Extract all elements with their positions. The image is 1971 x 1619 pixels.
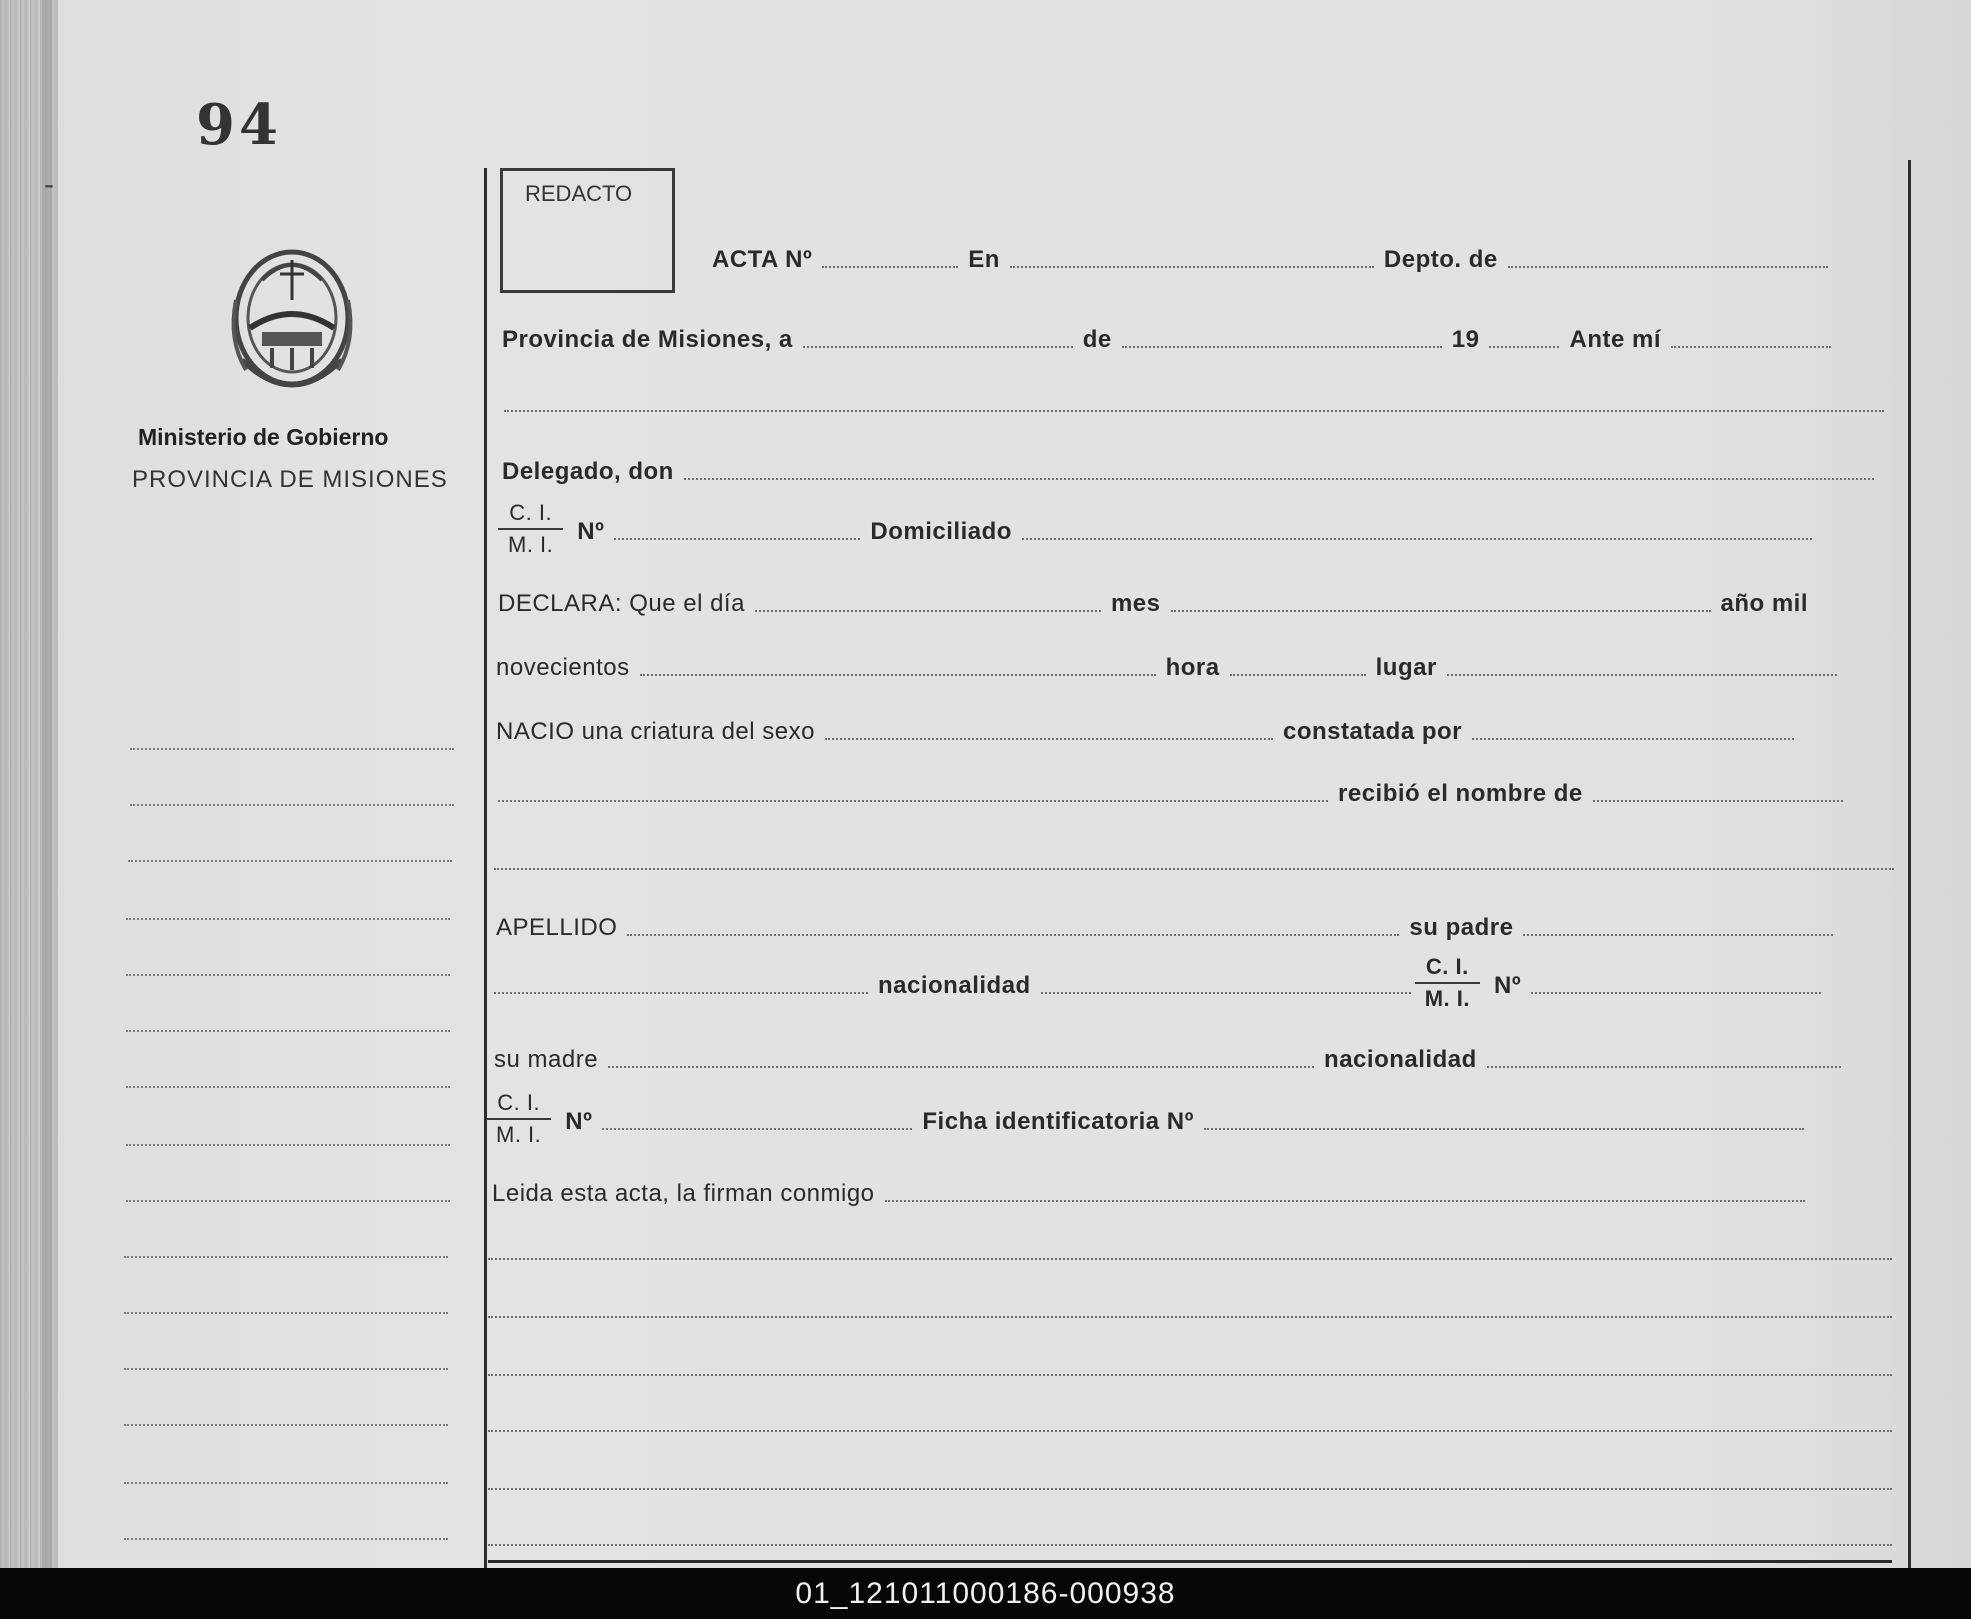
lugar-field[interactable] <box>1447 674 1837 676</box>
de-label: de <box>1082 326 1112 353</box>
signature-line[interactable] <box>488 1430 1892 1432</box>
margin-line <box>130 804 454 806</box>
margin-line <box>126 1144 450 1146</box>
form-left-border <box>484 168 487 1568</box>
declara-label: DECLARA: Que el día <box>498 590 745 617</box>
day-field[interactable] <box>803 346 1073 348</box>
row-madre <box>488 1046 1898 1074</box>
recibio-label: recibió el nombre de <box>1338 780 1583 807</box>
margin-line <box>124 1482 448 1484</box>
padre-nacionalidad-field[interactable] <box>1041 992 1411 994</box>
ante-mi-label: Ante mí <box>1569 326 1661 353</box>
leida-label: Leida esta acta, la firman conmigo <box>492 1180 875 1207</box>
declara-day-field[interactable] <box>755 610 1101 612</box>
page-number: 94 <box>196 92 282 158</box>
margin-line <box>126 1030 450 1032</box>
row-nacio <box>490 718 1900 746</box>
novecientos-label: novecientos <box>496 654 630 681</box>
ministry-label: Ministerio de Gobierno <box>138 424 389 450</box>
firma-field[interactable] <box>885 1200 1805 1202</box>
apellido-label: APELLIDO <box>496 914 618 941</box>
row-declara <box>492 590 1902 618</box>
provincia-label: Provincia de Misiones, a <box>502 326 793 353</box>
su-padre-label: su padre <box>1409 914 1514 941</box>
ci-number-field[interactable] <box>614 538 860 540</box>
domiciliado-label: Domiciliado <box>870 518 1012 545</box>
signature-line[interactable] <box>488 1374 1892 1376</box>
nombre-field[interactable] <box>1593 800 1843 802</box>
row-novecientos <box>490 654 1900 682</box>
fraction-bar <box>498 528 563 530</box>
province-label: PROVINCIA DE MISIONES <box>132 466 448 493</box>
anio-mil-label: año mil <box>1720 590 1809 617</box>
en-label: En <box>968 246 1000 273</box>
sexo-field[interactable] <box>825 738 1273 740</box>
margin-line <box>126 918 450 920</box>
apellido-field[interactable] <box>627 934 1399 936</box>
margin-line <box>124 1256 448 1258</box>
madre-nacionalidad-label: nacionalidad <box>1324 1046 1477 1073</box>
ci-label: C. I. <box>509 500 553 525</box>
row-ci-domicilio <box>498 500 1898 558</box>
ficha-label: Ficha identificatoria Nº <box>922 1108 1194 1135</box>
margin-line <box>128 860 452 862</box>
padre-continuation-field[interactable] <box>494 992 868 994</box>
su-madre-label: su madre <box>494 1046 599 1073</box>
lugar-label: lugar <box>1375 654 1437 681</box>
margin-line <box>124 1368 448 1370</box>
acta-no-field[interactable] <box>822 266 958 268</box>
row-provincia <box>496 326 1896 354</box>
margin-line <box>126 1200 450 1202</box>
ante-mi-field[interactable] <box>1671 346 1831 348</box>
row-acta <box>706 246 1894 274</box>
nro-label: Nº <box>577 518 605 545</box>
margin-mark: - <box>44 168 54 201</box>
mi-label: M. I. <box>1424 986 1470 1011</box>
month-field[interactable] <box>1122 346 1442 348</box>
row-delegado <box>496 458 1896 486</box>
acta-no-label: ACTA Nº <box>712 246 813 273</box>
redacto-box[interactable] <box>500 168 675 293</box>
delegado-field[interactable] <box>684 478 1874 480</box>
form-bottom-border <box>488 1560 1892 1563</box>
fraction-bar <box>1415 982 1480 984</box>
hora-label: hora <box>1165 654 1220 681</box>
ci-mi-fraction <box>498 500 563 558</box>
constatada-label: constatada por <box>1282 718 1463 745</box>
en-field[interactable] <box>1010 266 1374 268</box>
margin-line <box>124 1312 448 1314</box>
nombre-continuation-line[interactable] <box>494 868 1894 870</box>
binding-shadow <box>42 0 52 1568</box>
image-id-footer: 01_121011000186-000938 <box>0 1568 1971 1619</box>
row-apellido <box>490 914 1900 942</box>
novecientos-field[interactable] <box>640 674 1156 676</box>
margin-line <box>124 1424 448 1426</box>
signature-line[interactable] <box>488 1488 1892 1490</box>
depto-label: Depto. de <box>1383 246 1498 273</box>
domiciliado-field[interactable] <box>1022 538 1812 540</box>
margin-line <box>124 1538 448 1540</box>
form-right-border <box>1908 160 1911 1568</box>
madre-ci-mi-fraction <box>486 1090 551 1148</box>
constatada-continuation-field[interactable] <box>498 800 1328 802</box>
row-recibio <box>494 780 1904 808</box>
padre-ci-number-field[interactable] <box>1531 992 1821 994</box>
padre-nacionalidad-label: nacionalidad <box>878 972 1031 999</box>
declara-month-field[interactable] <box>1171 610 1711 612</box>
ci-label: C. I. <box>1425 954 1469 979</box>
row-madre-ci-ficha <box>486 1090 1896 1148</box>
margin-line <box>126 1086 450 1088</box>
nacio-label: NACIO una criatura del sexo <box>496 718 815 745</box>
ficha-field[interactable] <box>1204 1128 1804 1130</box>
row-padre-nacionalidad <box>490 954 1900 1012</box>
province-seal-icon <box>222 240 362 400</box>
margin-line <box>126 974 450 976</box>
signature-line[interactable] <box>488 1316 1892 1318</box>
padre-field[interactable] <box>1523 934 1833 936</box>
row-leida <box>486 1180 1896 1208</box>
nro-label: Nº <box>565 1108 593 1135</box>
fraction-bar <box>486 1118 551 1120</box>
mi-label: M. I. <box>496 1122 542 1147</box>
mes-label: mes <box>1110 590 1161 617</box>
signature-line[interactable] <box>488 1544 1892 1546</box>
padre-ci-mi-fraction <box>1415 954 1480 1012</box>
continuation-line[interactable] <box>504 410 1884 412</box>
redacto-label: REDACTO <box>525 181 633 206</box>
margin-line <box>130 748 454 750</box>
mi-label: M. I. <box>508 532 554 557</box>
year-field[interactable] <box>1489 346 1559 348</box>
madre-field[interactable] <box>608 1066 1314 1068</box>
delegado-label: Delegado, don <box>502 458 674 485</box>
ci-label: C. I. <box>497 1090 541 1115</box>
nro-label: Nº <box>1493 972 1522 999</box>
year-prefix-label: 19 <box>1451 326 1480 353</box>
hora-field[interactable] <box>1230 674 1366 676</box>
signature-line[interactable] <box>488 1258 1892 1260</box>
depto-field[interactable] <box>1508 266 1828 268</box>
constatada-field[interactable] <box>1472 738 1794 740</box>
madre-nacionalidad-field[interactable] <box>1487 1066 1841 1068</box>
madre-ci-number-field[interactable] <box>602 1128 912 1130</box>
